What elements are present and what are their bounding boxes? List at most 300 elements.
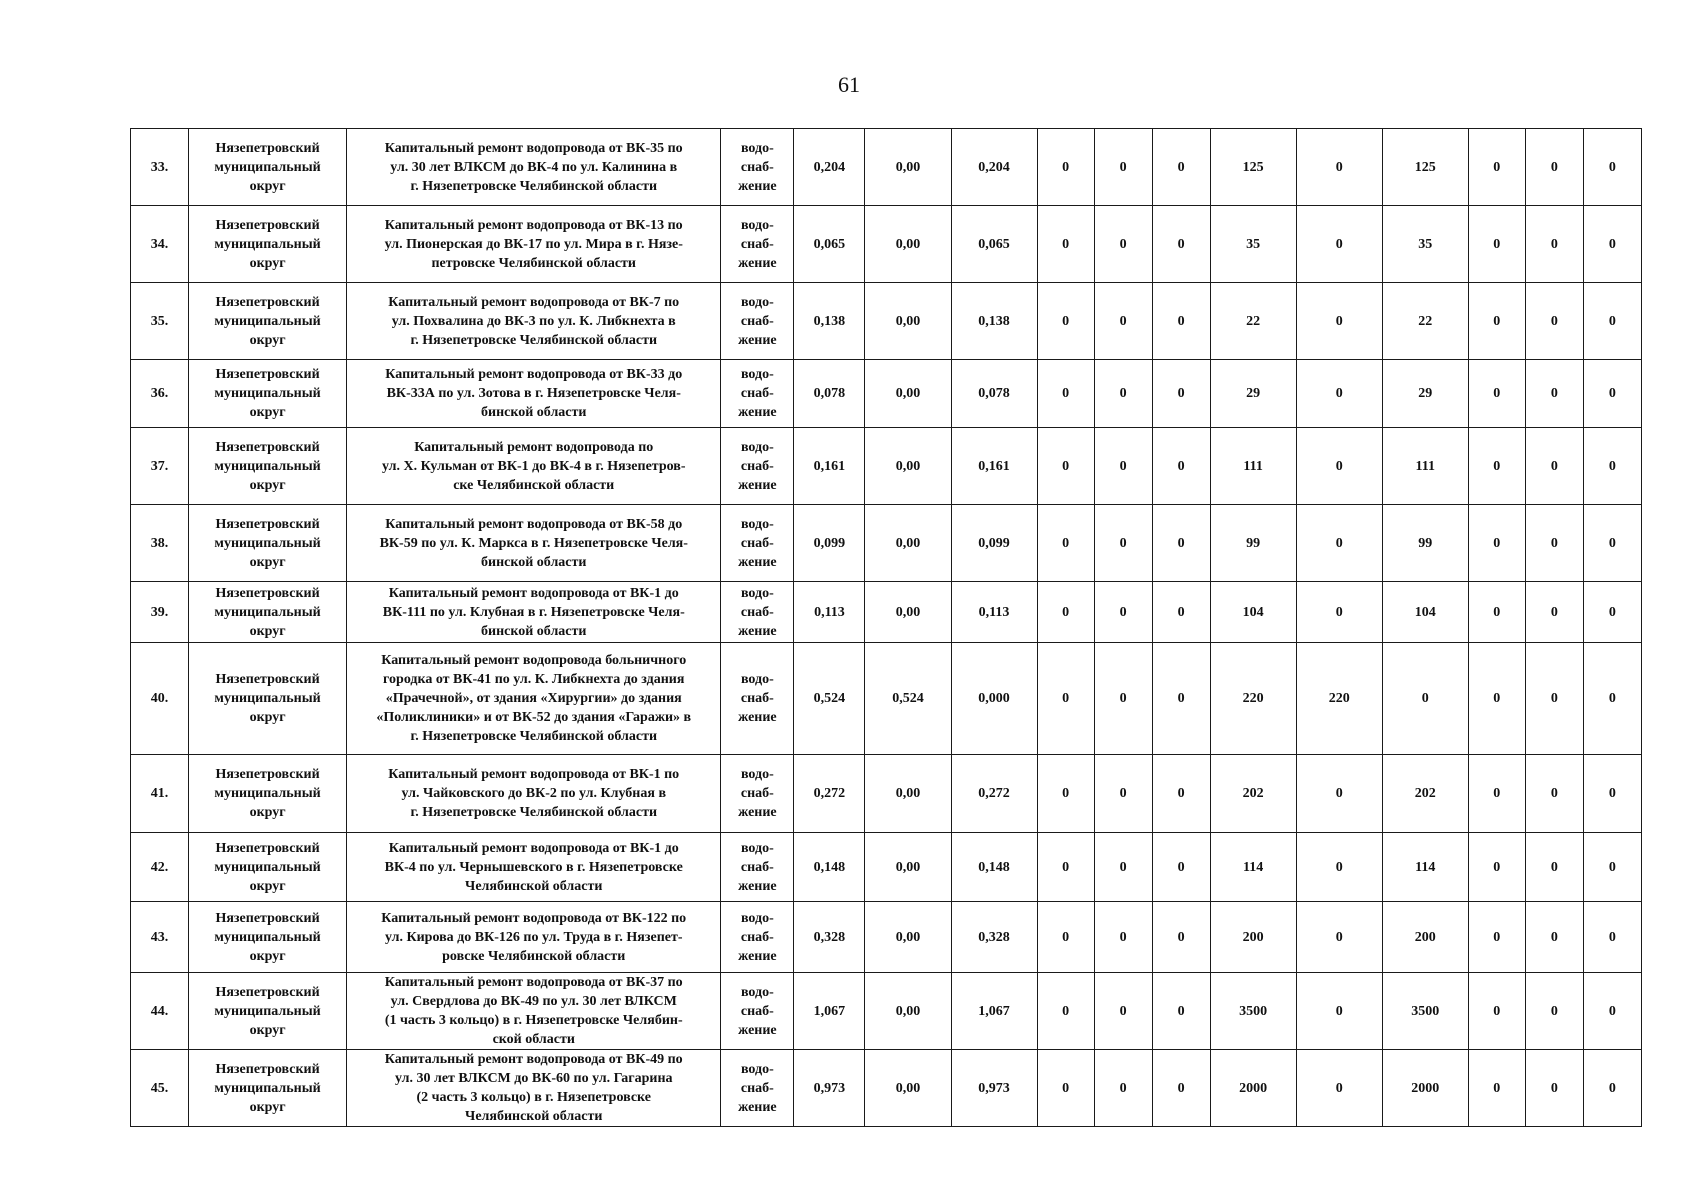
work-description-line: г. Нязепетровске Челябинской области xyxy=(410,729,658,744)
table-row xyxy=(131,902,1642,973)
row-number: 35. xyxy=(131,283,189,360)
district-cell xyxy=(189,428,347,505)
value-cell: 0 xyxy=(1468,283,1525,360)
row-number: 41. xyxy=(131,755,189,833)
value-cell: 0 xyxy=(1152,129,1210,206)
value-cell: 0 xyxy=(1037,206,1094,283)
district-cell-line: округ xyxy=(249,477,286,493)
work-description-line: (1 часть 3 кольцо) в г. Нязепетровске Челябин- xyxy=(384,1013,683,1028)
value-cell: 0 xyxy=(1525,643,1583,755)
value-cell: 0 xyxy=(1094,833,1152,902)
district-cell-line: Нязепетровский xyxy=(215,294,320,310)
work-description-line: Капитальный ремонт водопровода по xyxy=(414,439,654,455)
row-number: 34. xyxy=(131,206,189,283)
utility-type-line: жение xyxy=(738,178,777,194)
utility-type xyxy=(721,973,794,1050)
utility-type-line: жение xyxy=(738,332,777,348)
value-cell: 0 xyxy=(1525,973,1583,1050)
district-cell-line: муниципальный xyxy=(214,386,321,401)
value-cell: 0 xyxy=(1525,206,1583,283)
utility-type xyxy=(721,129,794,206)
work-description-line: Капитальный ремонт водопровода от ВК-35 по xyxy=(384,140,683,156)
work-description-line: г. Нязепетровске Челябинской области xyxy=(410,805,658,820)
table-row xyxy=(131,505,1642,582)
utility-type xyxy=(721,755,794,833)
utility-type xyxy=(721,505,794,582)
value-cell: 0 xyxy=(1152,360,1210,428)
work-description-line: ул. Похвалина до ВК-3 по ул. К. Либкнехта в xyxy=(391,313,676,329)
value-cell: 125 xyxy=(1382,129,1468,206)
value-cell: 0 xyxy=(1152,833,1210,902)
utility-type-line: жение xyxy=(738,878,777,894)
value-cell: 0 xyxy=(1037,643,1094,755)
value-cell: 0,272 xyxy=(951,755,1037,833)
value-cell: 22 xyxy=(1382,283,1468,360)
value-cell: 0 xyxy=(1468,902,1525,973)
value-cell: 0,078 xyxy=(794,360,865,428)
value-cell: 0 xyxy=(1094,755,1152,833)
utility-type xyxy=(721,643,794,755)
utility-type-line: жение xyxy=(738,255,777,271)
district-cell-line: Нязепетровский xyxy=(215,910,320,926)
value-cell: 125 xyxy=(1210,129,1296,206)
value-cell: 0 xyxy=(1525,283,1583,360)
district-cell xyxy=(189,206,347,283)
work-description xyxy=(347,129,721,206)
value-cell: 0 xyxy=(1094,643,1152,755)
district-cell-line: Нязепетровский xyxy=(215,140,320,156)
district-cell-line: округ xyxy=(249,332,286,348)
value-cell: 0 xyxy=(1152,582,1210,643)
value-cell: 0 xyxy=(1094,505,1152,582)
value-cell: 29 xyxy=(1382,360,1468,428)
value-cell: 0,328 xyxy=(951,902,1037,973)
utility-type-line: жение xyxy=(738,554,777,570)
value-cell: 0 xyxy=(1094,129,1152,206)
value-cell: 0 xyxy=(1152,505,1210,582)
work-description-line: городка от ВК-41 по ул. К. Либкнехта до здания xyxy=(383,672,685,687)
district-cell-line: муниципальный xyxy=(214,159,321,175)
utility-type-line: водо- xyxy=(740,672,774,687)
utility-type-line: снаб- xyxy=(740,1080,774,1096)
work-description-line: «Прачечной», от здания «Хирургии» до здания xyxy=(385,691,682,706)
district-cell-line: муниципальный xyxy=(214,859,321,875)
value-cell: 202 xyxy=(1210,755,1296,833)
value-cell: 0 xyxy=(1296,1050,1382,1127)
value-cell: 0 xyxy=(1152,973,1210,1050)
utility-type-line: снаб- xyxy=(740,458,774,474)
value-cell: 0,00 xyxy=(865,283,951,360)
value-cell: 0,00 xyxy=(865,973,951,1050)
work-description xyxy=(347,902,721,973)
row-number: 44. xyxy=(131,973,189,1050)
value-cell: 0 xyxy=(1525,428,1583,505)
utility-type xyxy=(721,360,794,428)
utility-type-line: снаб- xyxy=(740,929,774,945)
value-cell: 0 xyxy=(1152,902,1210,973)
district-cell-line: округ xyxy=(249,178,286,194)
district-cell-line: муниципальный xyxy=(214,458,321,474)
value-cell: 0,00 xyxy=(865,505,951,582)
district-cell-line: округ xyxy=(249,1099,286,1115)
district-cell xyxy=(189,360,347,428)
district-cell xyxy=(189,129,347,206)
work-description-line: ске Челябинской области xyxy=(453,477,615,493)
value-cell: 0 xyxy=(1152,643,1210,755)
district-cell-line: Нязепетровский xyxy=(215,672,320,687)
work-description-line: Капитальный ремонт водопровода от ВК-13 по xyxy=(384,217,683,233)
work-description-line: ской области xyxy=(492,1032,575,1047)
value-cell: 111 xyxy=(1210,428,1296,505)
value-cell: 0 xyxy=(1037,505,1094,582)
value-cell: 0 xyxy=(1037,129,1094,206)
work-description-line: ул. Чайковского до ВК-2 по ул. Клубная в xyxy=(401,786,667,801)
district-cell-line: округ xyxy=(249,948,286,964)
value-cell: 114 xyxy=(1382,833,1468,902)
work-description xyxy=(347,283,721,360)
value-cell: 0,099 xyxy=(794,505,865,582)
value-cell: 0,138 xyxy=(951,283,1037,360)
value-cell: 0 xyxy=(1094,283,1152,360)
value-cell: 0 xyxy=(1094,973,1152,1050)
value-cell: 2000 xyxy=(1210,1050,1296,1127)
utility-type-line: снаб- xyxy=(740,786,774,801)
value-cell: 0,099 xyxy=(951,505,1037,582)
utility-type-line: снаб- xyxy=(740,535,774,551)
value-cell: 0,00 xyxy=(865,833,951,902)
value-cell: 0 xyxy=(1468,1050,1525,1127)
district-cell-line: Нязепетровский xyxy=(215,767,320,782)
row-number: 39. xyxy=(131,582,189,643)
work-description-line: бинской области xyxy=(481,623,587,639)
district-cell-line: округ xyxy=(249,710,286,725)
work-description-line: Челябинской области xyxy=(465,1109,603,1124)
utility-type-line: водо- xyxy=(740,910,774,926)
table-row xyxy=(131,643,1642,755)
district-cell xyxy=(189,755,347,833)
utility-type-line: водо- xyxy=(740,840,774,856)
work-description-line: Капитальный ремонт водопровода от ВК-37 по xyxy=(384,975,683,990)
table-row xyxy=(131,582,1642,643)
value-cell: 0,078 xyxy=(951,360,1037,428)
work-description-line: петровске Челябинской области xyxy=(431,255,636,271)
value-cell: 1,067 xyxy=(951,973,1037,1050)
value-cell: 111 xyxy=(1382,428,1468,505)
value-cell: 0 xyxy=(1152,1050,1210,1127)
value-cell: 0,204 xyxy=(794,129,865,206)
row-number: 42. xyxy=(131,833,189,902)
value-cell: 0 xyxy=(1094,206,1152,283)
value-cell: 0 xyxy=(1583,206,1641,283)
work-description-line: ул. Пионерская до ВК-17 по ул. Мира в г. Нязе- xyxy=(384,236,683,252)
value-cell: 0 xyxy=(1037,902,1094,973)
district-cell-line: округ xyxy=(249,1022,286,1038)
row-number: 38. xyxy=(131,505,189,582)
value-cell: 0 xyxy=(1468,973,1525,1050)
work-description xyxy=(347,833,721,902)
value-cell: 0 xyxy=(1037,360,1094,428)
value-cell: 104 xyxy=(1382,582,1468,643)
value-cell: 0,113 xyxy=(951,582,1037,643)
value-cell: 29 xyxy=(1210,360,1296,428)
work-description xyxy=(347,206,721,283)
value-cell: 0 xyxy=(1037,833,1094,902)
value-cell: 0 xyxy=(1525,505,1583,582)
value-cell: 0 xyxy=(1525,1050,1583,1127)
work-description-line: Капитальный ремонт водопровода от ВК-1 до xyxy=(388,840,679,856)
value-cell: 0 xyxy=(1094,1050,1152,1127)
utility-type xyxy=(721,428,794,505)
value-cell: 0,161 xyxy=(951,428,1037,505)
value-cell: 3500 xyxy=(1210,973,1296,1050)
table-row xyxy=(131,428,1642,505)
value-cell: 114 xyxy=(1210,833,1296,902)
district-cell-line: Нязепетровский xyxy=(215,217,320,233)
district-cell-line: округ xyxy=(249,878,286,894)
district-cell-line: муниципальный xyxy=(214,786,321,801)
value-cell: 0,272 xyxy=(794,755,865,833)
district-cell-line: муниципальный xyxy=(214,929,321,945)
value-cell: 0 xyxy=(1525,582,1583,643)
value-cell: 0 xyxy=(1037,973,1094,1050)
value-cell: 0,524 xyxy=(794,643,865,755)
utility-type-line: снаб- xyxy=(740,1003,774,1019)
value-cell: 0 xyxy=(1037,1050,1094,1127)
works-table xyxy=(130,128,1642,1127)
value-cell: 0,161 xyxy=(794,428,865,505)
district-cell xyxy=(189,902,347,973)
value-cell: 0 xyxy=(1525,833,1583,902)
utility-type xyxy=(721,1050,794,1127)
work-description-line: ул. 30 лет ВЛКСМ до ВК-4 по ул. Калинина в xyxy=(390,159,678,175)
table-row xyxy=(131,360,1642,428)
value-cell: 0 xyxy=(1583,582,1641,643)
utility-type-line: жение xyxy=(738,805,777,820)
value-cell: 0,00 xyxy=(865,129,951,206)
utility-type-line: снаб- xyxy=(740,313,774,329)
value-cell: 35 xyxy=(1382,206,1468,283)
district-cell-line: Нязепетровский xyxy=(215,439,320,455)
work-description xyxy=(347,973,721,1050)
district-cell-line: муниципальный xyxy=(214,1003,321,1019)
row-number: 40. xyxy=(131,643,189,755)
value-cell: 0 xyxy=(1296,360,1382,428)
work-description-line: ВК-111 по ул. Клубная в г. Нязепетровске Челя- xyxy=(382,604,685,620)
value-cell: 0 xyxy=(1583,129,1641,206)
value-cell: 0 xyxy=(1583,902,1641,973)
utility-type-line: снаб- xyxy=(740,159,774,175)
value-cell: 0 xyxy=(1382,643,1468,755)
utility-type xyxy=(721,582,794,643)
district-cell xyxy=(189,1050,347,1127)
value-cell: 200 xyxy=(1382,902,1468,973)
utility-type-line: водо- xyxy=(740,984,774,1000)
district-cell-line: муниципальный xyxy=(214,1080,321,1096)
value-cell: 0,328 xyxy=(794,902,865,973)
utility-type-line: водо- xyxy=(740,140,774,156)
value-cell: 0 xyxy=(1296,755,1382,833)
value-cell: 0,973 xyxy=(951,1050,1037,1127)
value-cell: 0,138 xyxy=(794,283,865,360)
value-cell: 3500 xyxy=(1382,973,1468,1050)
utility-type-line: водо- xyxy=(740,367,774,382)
value-cell: 0,00 xyxy=(865,1050,951,1127)
value-cell: 0 xyxy=(1468,833,1525,902)
value-cell: 220 xyxy=(1210,643,1296,755)
value-cell: 0 xyxy=(1468,360,1525,428)
district-cell-line: муниципальный xyxy=(214,691,321,706)
work-description-line: ровске Челябинской области xyxy=(442,948,626,964)
work-description-line: ВК-4 по ул. Чернышевского в г. Нязепетровске xyxy=(384,859,683,875)
table-row xyxy=(131,1050,1642,1127)
value-cell: 0 xyxy=(1583,428,1641,505)
work-description xyxy=(347,643,721,755)
value-cell: 0 xyxy=(1583,283,1641,360)
work-description-line: Капитальный ремонт водопровода от ВК-7 по xyxy=(388,294,680,310)
utility-type-line: жение xyxy=(738,405,777,420)
value-cell: 0,000 xyxy=(951,643,1037,755)
work-description xyxy=(347,360,721,428)
work-description-line: Капитальный ремонт водопровода от ВК-1 до xyxy=(388,585,679,601)
value-cell: 0 xyxy=(1525,902,1583,973)
value-cell: 0 xyxy=(1094,428,1152,505)
utility-type xyxy=(721,833,794,902)
district-cell-line: Нязепетровский xyxy=(215,984,320,1000)
row-number: 33. xyxy=(131,129,189,206)
value-cell: 0 xyxy=(1583,1050,1641,1127)
value-cell: 0 xyxy=(1296,973,1382,1050)
utility-type-line: водо- xyxy=(740,516,774,532)
value-cell: 0 xyxy=(1468,129,1525,206)
value-cell: 200 xyxy=(1210,902,1296,973)
utility-type-line: снаб- xyxy=(740,236,774,252)
row-number: 36. xyxy=(131,360,189,428)
district-cell-line: округ xyxy=(249,805,286,820)
utility-type xyxy=(721,283,794,360)
row-number: 45. xyxy=(131,1050,189,1127)
work-description-line: Капитальный ремонт водопровода от ВК-1 по xyxy=(388,767,680,782)
value-cell: 2000 xyxy=(1382,1050,1468,1127)
work-description-line: Челябинской области xyxy=(465,878,603,894)
work-description-line: бинской области xyxy=(481,554,587,570)
utility-type-line: жение xyxy=(738,710,777,725)
district-cell-line: муниципальный xyxy=(214,604,321,620)
value-cell: 0 xyxy=(1296,283,1382,360)
district-cell xyxy=(189,833,347,902)
work-description-line: ул. Х. Кульман от ВК-1 до ВК-4 в г. Нязепетров- xyxy=(381,458,686,474)
value-cell: 0 xyxy=(1152,206,1210,283)
value-cell: 0 xyxy=(1525,360,1583,428)
work-description-line: Капитальный ремонт водопровода больничного xyxy=(381,653,687,668)
district-cell-line: Нязепетровский xyxy=(215,840,320,856)
value-cell: 0,148 xyxy=(951,833,1037,902)
work-description-line: г. Нязепетровске Челябинской области xyxy=(410,178,658,194)
value-cell: 0,148 xyxy=(794,833,865,902)
value-cell: 0,00 xyxy=(865,360,951,428)
work-description-line: ул. 30 лет ВЛКСМ до ВК-60 по ул. Гагарина xyxy=(394,1071,673,1086)
work-description-line: ул. Кирова до ВК-126 по ул. Труда в г. Нязепет- xyxy=(384,929,683,945)
value-cell: 0 xyxy=(1152,283,1210,360)
work-description-line: (2 часть 3 кольцо) в г. Нязепетровске xyxy=(416,1090,651,1105)
value-cell: 202 xyxy=(1382,755,1468,833)
row-number: 43. xyxy=(131,902,189,973)
utility-type-line: водо- xyxy=(740,439,774,455)
district-cell-line: Нязепетровский xyxy=(215,585,320,601)
district-cell-line: округ xyxy=(249,255,286,271)
work-description xyxy=(347,1050,721,1127)
value-cell: 0,524 xyxy=(865,643,951,755)
work-description xyxy=(347,428,721,505)
district-cell xyxy=(189,973,347,1050)
page-number: 61 xyxy=(838,72,860,97)
table-row xyxy=(131,283,1642,360)
value-cell: 35 xyxy=(1210,206,1296,283)
utility-type-line: водо- xyxy=(740,767,774,782)
value-cell: 99 xyxy=(1382,505,1468,582)
utility-type-line: жение xyxy=(738,948,777,964)
value-cell: 0 xyxy=(1037,428,1094,505)
district-cell xyxy=(189,582,347,643)
value-cell: 0,204 xyxy=(951,129,1037,206)
value-cell: 0,00 xyxy=(865,755,951,833)
value-cell: 0 xyxy=(1583,973,1641,1050)
value-cell: 99 xyxy=(1210,505,1296,582)
district-cell-line: округ xyxy=(249,554,286,570)
utility-type-line: водо- xyxy=(740,1061,774,1077)
table-row xyxy=(131,755,1642,833)
table-row xyxy=(131,129,1642,206)
work-description-line: г. Нязепетровске Челябинской области xyxy=(410,332,658,348)
value-cell: 220 xyxy=(1296,643,1382,755)
work-description xyxy=(347,755,721,833)
row-number: 37. xyxy=(131,428,189,505)
value-cell: 0,00 xyxy=(865,902,951,973)
value-cell: 0 xyxy=(1468,428,1525,505)
district-cell-line: округ xyxy=(249,405,286,420)
table-row xyxy=(131,973,1642,1050)
value-cell: 104 xyxy=(1210,582,1296,643)
value-cell: 0 xyxy=(1296,582,1382,643)
value-cell: 0 xyxy=(1525,755,1583,833)
utility-type-line: снаб- xyxy=(740,859,774,875)
district-cell xyxy=(189,643,347,755)
value-cell: 0 xyxy=(1296,129,1382,206)
work-description-line: Капитальный ремонт водопровода от ВК-49 по xyxy=(384,1052,683,1067)
work-description xyxy=(347,582,721,643)
utility-type-line: жение xyxy=(738,1099,777,1115)
value-cell: 0 xyxy=(1583,833,1641,902)
utility-type xyxy=(721,206,794,283)
value-cell: 0 xyxy=(1468,755,1525,833)
district-cell xyxy=(189,283,347,360)
utility-type-line: водо- xyxy=(740,585,774,601)
district-cell-line: муниципальный xyxy=(214,313,321,329)
work-description-line: бинской области xyxy=(481,405,587,420)
value-cell: 0 xyxy=(1037,283,1094,360)
table-row xyxy=(131,206,1642,283)
district-cell-line: округ xyxy=(249,623,286,639)
work-description-line: Капитальный ремонт водопровода от ВК-33 до xyxy=(385,367,683,382)
value-cell: 0,113 xyxy=(794,582,865,643)
district-cell xyxy=(189,505,347,582)
district-cell-line: Нязепетровский xyxy=(215,516,320,532)
value-cell: 0 xyxy=(1468,206,1525,283)
value-cell: 0,065 xyxy=(794,206,865,283)
value-cell: 0,00 xyxy=(865,206,951,283)
value-cell: 0 xyxy=(1296,902,1382,973)
value-cell: 0 xyxy=(1094,360,1152,428)
district-cell-line: муниципальный xyxy=(214,236,321,252)
